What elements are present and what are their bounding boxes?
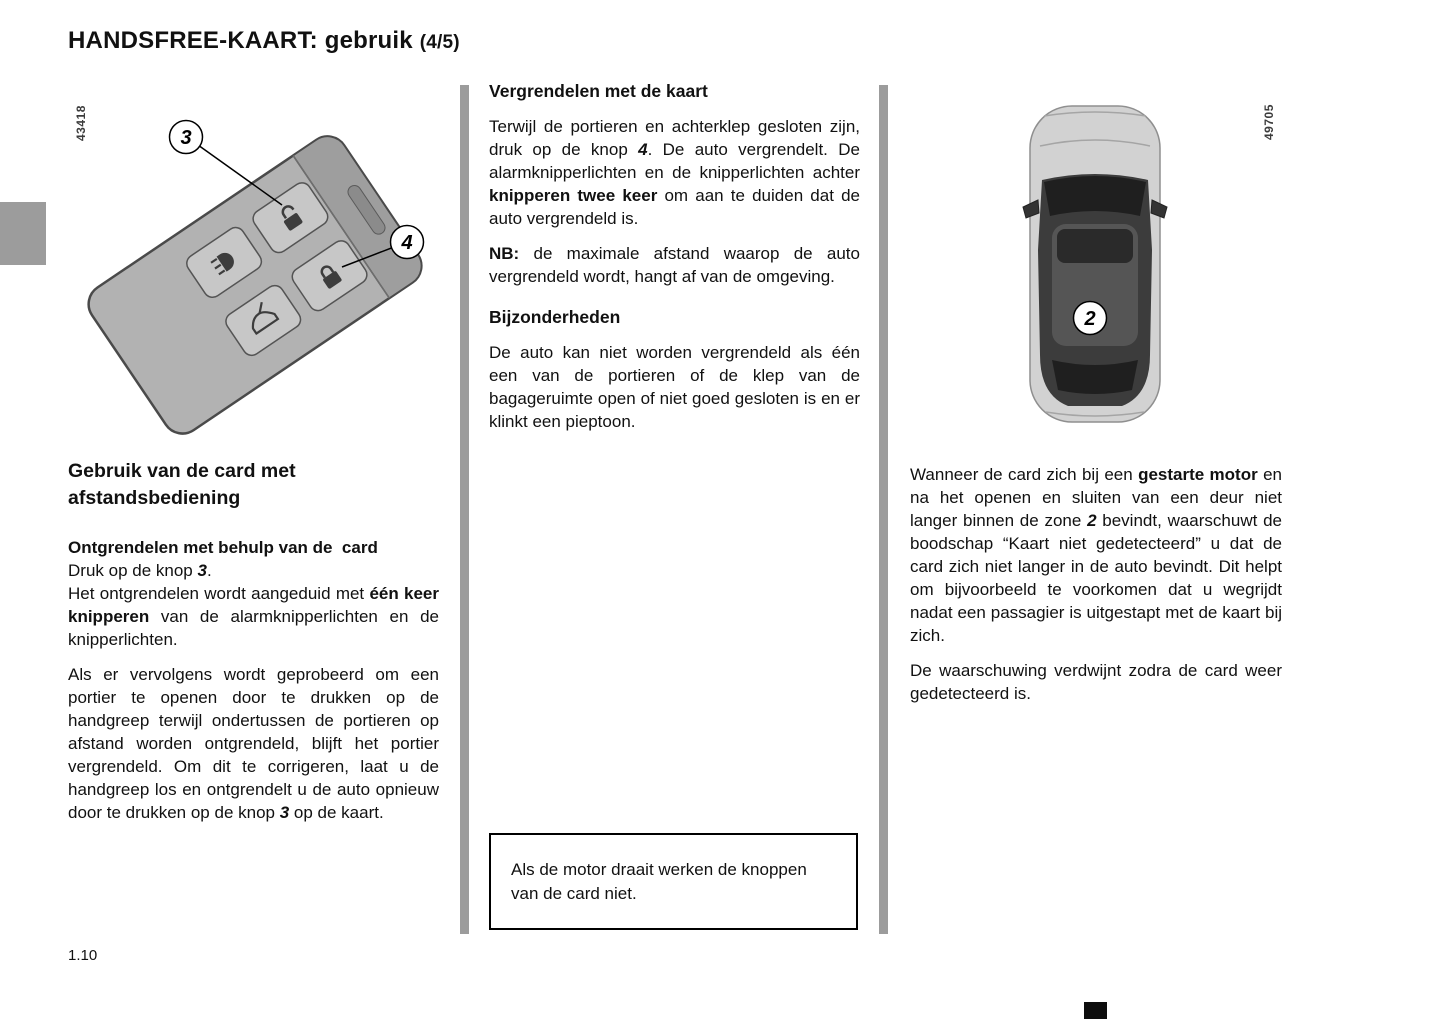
page-title-text: HANDSFREE-KAART: gebruik bbox=[68, 27, 413, 54]
page-title-suffix: (4/5) bbox=[419, 32, 460, 53]
keycard-illustration bbox=[50, 85, 460, 465]
car-topview-illustration bbox=[1000, 100, 1190, 432]
page-number: 1.10 bbox=[68, 947, 98, 964]
left-column bbox=[68, 458, 439, 836]
paragraph-waarschuwing: De waarschuwing verdwijnt zodra de card weer gedetecteerd is. bbox=[910, 661, 1282, 703]
paragraph-portier: Als er vervolgens wordt geprobeerd om een portier te openen door te drukken op de handgreep terwijl ondertussen de portieren op afstand worden ontgrendeld, blijft het portier vergrendeld. Om dit te corrigeren, laat u de handgreep los en ontgrendelt u de auto opnieuw door te drukken op de knop 3 op de kaart. bbox=[68, 665, 439, 822]
section-heading-gebruik: Gebruik van de card met afstandsbediening bbox=[68, 460, 296, 509]
paragraph-zone: Wanneer de card zich bij een gestarte motor en na het openen en sluiten van een deur niet langer binnen de zone 2 bevindt, waarschuwt de boodschap “Kaart niet gedetecteerd” u dat de card zich niet langer in de auto bevindt. Dit helpt om bijvoorbeeld te voorkomen dat u wegrijdt nadat een passagier is uitgestapt met de kaart bij zich. bbox=[910, 465, 1282, 645]
callout-3-number: 3 bbox=[180, 127, 192, 149]
right-column bbox=[910, 463, 1282, 717]
middle-column bbox=[489, 80, 860, 445]
figure-id-car: 49705 bbox=[1262, 104, 1276, 140]
engine-running-note bbox=[489, 833, 858, 930]
windshield bbox=[1044, 176, 1146, 216]
column-divider-right bbox=[879, 85, 888, 934]
callout-4-number: 4 bbox=[401, 232, 413, 254]
figure-id-keycard: 43418 bbox=[74, 105, 88, 141]
heading-bijzonderheden: Bijzonderheden bbox=[489, 307, 621, 327]
callout-2-number: 2 bbox=[1084, 308, 1096, 330]
page-edge-marker bbox=[1084, 1002, 1107, 1019]
paragraph-nb: NB: de maximale afstand waarop de auto vergrendeld wordt, hangt af van de omgeving. bbox=[489, 244, 860, 286]
paragraph-druk-knop: Druk op de knop 3. bbox=[68, 561, 212, 580]
heading-vergrendelen: Vergrendelen met de kaart bbox=[489, 81, 708, 101]
subheading-ontgrendelen: Ontgrendelen met behulp van de card bbox=[68, 538, 378, 557]
keycard-body bbox=[81, 129, 429, 442]
paragraph-bijzonderheden: De auto kan niet worden vergrendeld als één een van de portieren of de klep van de bagageruimte open of niet goed gesloten is en er klinkt een pieptoon. bbox=[489, 343, 860, 431]
rear-window bbox=[1052, 360, 1138, 394]
column-divider-left bbox=[460, 85, 469, 934]
page-title bbox=[68, 27, 460, 55]
paragraph-vergrendelen: Terwijl de portieren en achterklep gesloten zijn, druk op de knop 4. De auto vergrendelt. De alarmknipperlichten en de knipperlichten achter knipperen twee keer om aan te duiden dat de auto vergrendeld is. bbox=[489, 117, 860, 228]
paragraph-ontgrendelen: Het ontgrendelen wordt aangeduid met één keer knipperen van de alarmknipperlichten en de knipperlichten. bbox=[68, 584, 439, 649]
chapter-edge-tab bbox=[0, 202, 46, 265]
engine-running-note-text: Als de motor draait werken de knoppen van de card niet. bbox=[511, 859, 807, 903]
sunroof bbox=[1057, 229, 1133, 263]
